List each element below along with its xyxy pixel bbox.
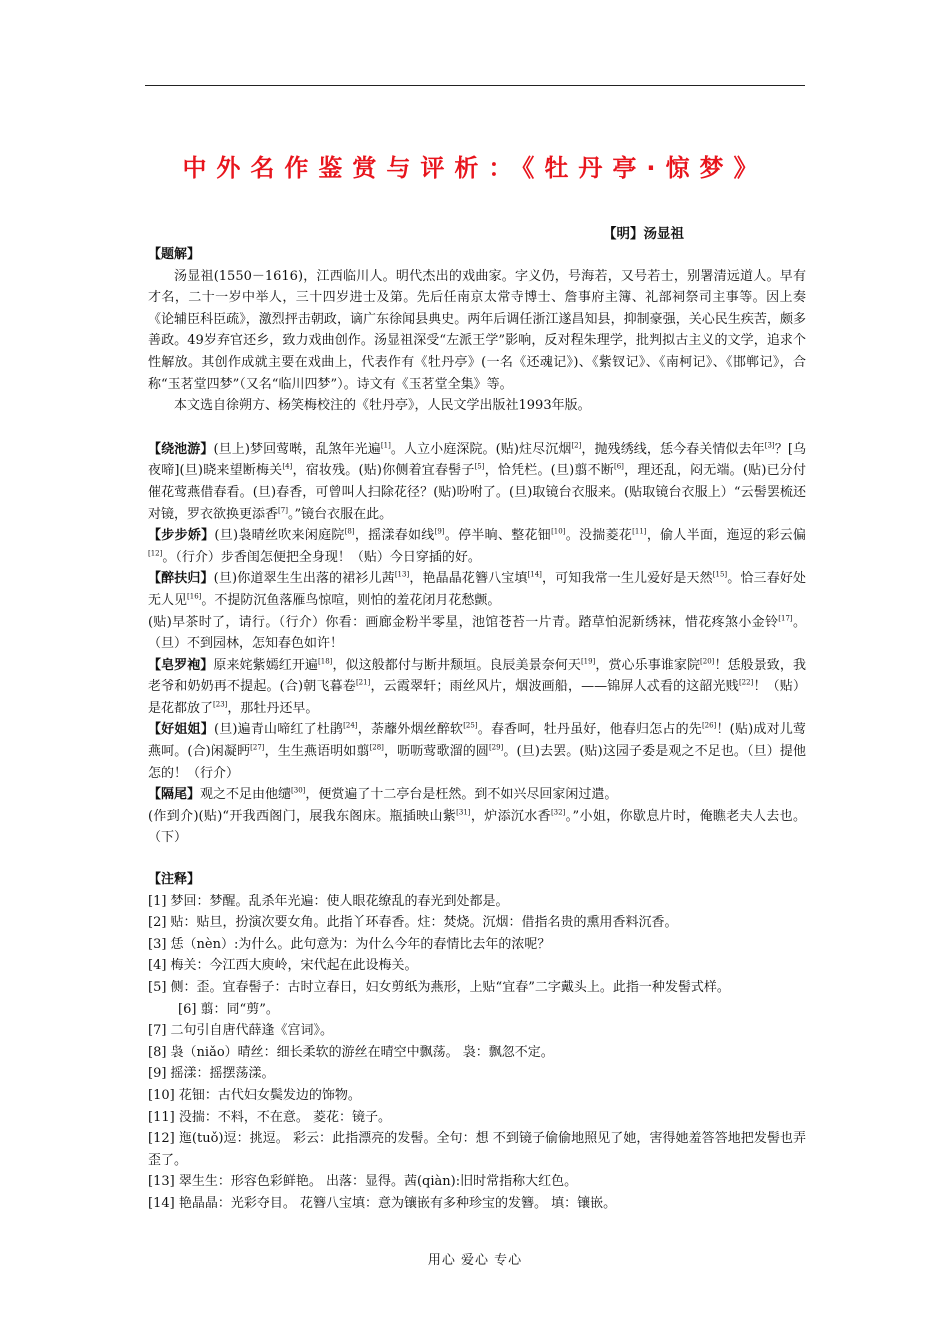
note-ref: [20] — [700, 657, 715, 666]
note-item: [13] 翠生生：形容色彩鲜艳。 出落：显得。茜(qiàn):旧时常指称大红色。 — [148, 1174, 578, 1190]
note-ref: [2] — [571, 441, 582, 450]
qupai-zuifugui: 【醉扶归】(旦)你道翠生生出落的裙衫儿茜[13]，艳晶晶花簪八宝填[14]，可知我常一生儿爱好是天然[15]。恰三春好处无人见[16]。不提防沉鱼落雁鸟惊喧，则怕的羞花闭月花愁颤。 — [148, 570, 806, 608]
note-ref: [24] — [343, 722, 358, 731]
note-item: [7] 二句引自唐代薛逢《宫词》。 — [148, 1023, 334, 1039]
note-ref: [16] — [187, 592, 202, 601]
note-item: [12] 迤(tuǒ)逗：挑逗。 彩云：此指漂亮的发髻。全句：想 不到镜子偷偷地照见了她，害得她羞答答地把发髻也弄歪了。 — [148, 1131, 806, 1168]
qupai-raochiyou: 【绕池游】(旦上)梦回莺啭，乱煞年光遍[1]。人立小庭深院。(贴)炷尽沉烟[2]，抛残绣线，恁今春关情似去年[3]？[乌夜啼](旦)晓来望断梅关[4]，宿妆残。(贴)你侧着宜春髻子[5]，恰凭栏。(旦)翦不断[6]，理还乱，闷无端。(贴)已分付催花莺燕借春看。(旦)春香，可曾叫人扫除花径？(贴)吩咐了。(旦)取镜台衣服来。(贴取镜台衣服上）“云髻罢梳还对镜，罗衣欲换更添香[7]。”镜台衣服在此。 — [148, 441, 806, 522]
note-item: [2] 贴：贴旦，扮演次要女角。此指丫环春香。炷：焚烧。沉烟：借指名贵的熏用香料沉香。 — [148, 915, 678, 931]
note-ref: [19] — [580, 657, 596, 666]
page-footer: 用心 爱心 专心 — [427, 1253, 523, 1268]
spacer — [148, 849, 806, 869]
note-ref: [23] — [213, 700, 228, 709]
note-item: [14] 艳晶晶：光彩夺目。 花簪八宝填：意为镶嵌有多种珍宝的发簪。 填：镶嵌。 — [148, 1195, 617, 1211]
note-ref: [26] — [701, 722, 717, 731]
tijie-paragraph-2: 本文选自徐朔方、杨笑梅校注的《牡丹亭》，人民文学出版社1993年版。 — [174, 398, 591, 414]
note-ref: [30] — [291, 786, 306, 795]
top-rule — [145, 85, 805, 86]
note-ref: [1] — [380, 441, 391, 450]
note-item: [10] 花钿：古代妇女鬓发边的饰物。 — [148, 1087, 361, 1103]
author-line: 【明】汤显祖 — [603, 226, 684, 242]
note-ref: [9] — [434, 527, 445, 536]
qupai-label: 【好姐姐】 — [148, 722, 214, 738]
note-ref: [3] — [764, 441, 775, 450]
page-title: 中外名作鉴赏与评析：《牡丹亭·惊梦》 — [182, 154, 768, 182]
qupai-label: 【皂罗袍】 — [148, 657, 214, 673]
note-ref: [11] — [632, 527, 647, 536]
note-ref: [4] — [282, 463, 293, 472]
note-ref: [21] — [355, 678, 371, 687]
note-ref: [5] — [474, 463, 485, 472]
note-item: [1] 梦回：梦醒。乱杀年光遍：使人眼花缭乱的春光到处都是。 — [148, 893, 509, 909]
notes-section — [148, 869, 806, 1215]
spacer — [148, 417, 806, 439]
note-item: [11] 没揣：不料，不在意。 菱花：镜子。 — [148, 1109, 391, 1125]
note-ref: [8] — [344, 527, 355, 536]
note-ref: [18] — [318, 657, 333, 666]
note-ref: [12] — [148, 549, 163, 558]
qupai-label: 【步步娇】 — [148, 528, 215, 544]
note-ref: [28] — [369, 743, 384, 752]
qupai-gewei: 【隔尾】观之不足由他缱[30]，便赏遍了十二亭台是枉然。到不如兴尽回家闲过遣。 — [148, 786, 618, 803]
note-item: [5] 侧：歪。宜春髻子：古时立春日，妇女剪纸为燕形，上贴“宜春”二字戴头上。此指一种发髻式样。 — [148, 980, 730, 995]
script-line: (贴)早茶时了，请行。（行介）你看：画廊金粉半零星，池馆苍苔一片青。踏草怕泥新绣袜，惜花疼煞小金铃[17]。（旦）不到园林，怎知春色如许！ — [148, 614, 806, 652]
note-ref: [14] — [527, 570, 542, 579]
note-ref: [25] — [463, 722, 478, 731]
note-item: [4] 梅关：今江西大庾岭，宋代起在此设梅关。 — [148, 958, 418, 974]
note-ref: [22] — [738, 678, 754, 687]
note-item: [3] 恁（nèn）:为什么。此句意为：为什么今年的春情比去年的浓呢？ — [148, 936, 551, 952]
qupai-zaoluopao: 【皂罗袍】原来姹紫嫣红开遍[18]，似这般都付与断井颓垣。良辰美景奈何天[19]，赏心乐事谁家院[20]！恁般景致，我老爷和奶奶再不提起。(合)朝飞暮卷[21]，云霞翠轩；雨丝风片，烟波画船，——锦屏人忒看的这韶光贱[22]！（贴）是花都放了[23]，那牡丹还早。 — [148, 657, 806, 716]
qupai-bubujiao: 【步步娇】(旦)袅晴丝吹来闲庭院[8]，摇漾春如线[9]。停半晌、整花钿[10]。没揣菱花[11]，偷人半面，迤逗的彩云偏[12]。（行介）步香闺怎便把全身现！（贴）今日穿插的好。 — [148, 527, 806, 565]
script-line: (作到介)(贴)“开我西阁门，展我东阁床。瓶插映山紫[31]，炉添沉水香[32]。”小姐，你歇息片时，俺瞧老夫人去也。（下） — [148, 808, 806, 846]
note-ref: [6] — [614, 463, 624, 472]
note-item: [6] 翦：同“剪”。 — [178, 1001, 279, 1017]
note-ref: [17] — [778, 614, 793, 623]
tijie-heading: 【题解】 — [148, 247, 201, 262]
script-text — [148, 439, 806, 849]
note-ref: [32] — [550, 808, 566, 817]
document-body — [148, 244, 806, 1215]
note-ref: [15] — [712, 570, 728, 579]
qupai-label: 【醉扶归】 — [148, 571, 214, 587]
note-ref: [13] — [394, 570, 410, 579]
tijie-paragraph-1: 汤显祖(1550－1616)，江西临川人。明代杰出的戏曲家。字义仍，号海若，又号若士，别署清远道人。早有才名，二十一岁中举人，三十四岁进士及第。先后任南京太常寺博士、詹事府主簿、礼部祠祭司主事等。因上奏《论辅臣科臣疏》，激烈抨击朝政，谪广东徐闻县典史。两年后调任浙江遂昌知县，抑制豪强，关心民生疾苦，颇多善政。49岁弃官还乡，致力戏曲创作。汤显祖深受“左派王学”影响，反对程朱理学，批判拟古主义的文学，追求个性解放。其创作成就主要在戏曲上，代表作有《牡丹亭》(一名《还魂记》)、《紫钗记》、《南柯记》、《邯郸记》，合称“玉茗堂四梦”（又名“临川四梦”）。诗文有《玉茗堂全集》等。 — [148, 268, 806, 392]
note-ref: [31] — [456, 808, 471, 817]
note-ref: [27] — [250, 743, 265, 752]
note-ref: [7] — [278, 506, 288, 515]
note-ref: [29] — [488, 743, 504, 752]
note-item: [9] 摇漾：摇摆荡漾。 — [148, 1066, 275, 1082]
qupai-haojiejie: 【好姐姐】(旦)遍青山啼红了杜鹃[24]，荼蘼外烟丝醉软[25]。春香呵，牡丹虽好，他春归怎占的先[26]！(贴)成对儿莺燕呵。(合)闲凝眄[27]，生生燕语明如翦[28]，呖呖莺歌溜的圆[29]。(旦)去罢。(贴)这园子委是观之不足也。（旦）提他怎的！（行介） — [148, 722, 806, 781]
note-item: [8] 袅（niǎo）晴丝：细长柔软的游丝在晴空中飘荡。 袅：飘忽不定。 — [148, 1044, 554, 1060]
qupai-label: 【绕池游】 — [148, 441, 214, 457]
notes-heading: 【注释】 — [148, 872, 201, 888]
note-ref: [10] — [551, 527, 566, 536]
qupai-label: 【隔尾】 — [148, 787, 201, 803]
